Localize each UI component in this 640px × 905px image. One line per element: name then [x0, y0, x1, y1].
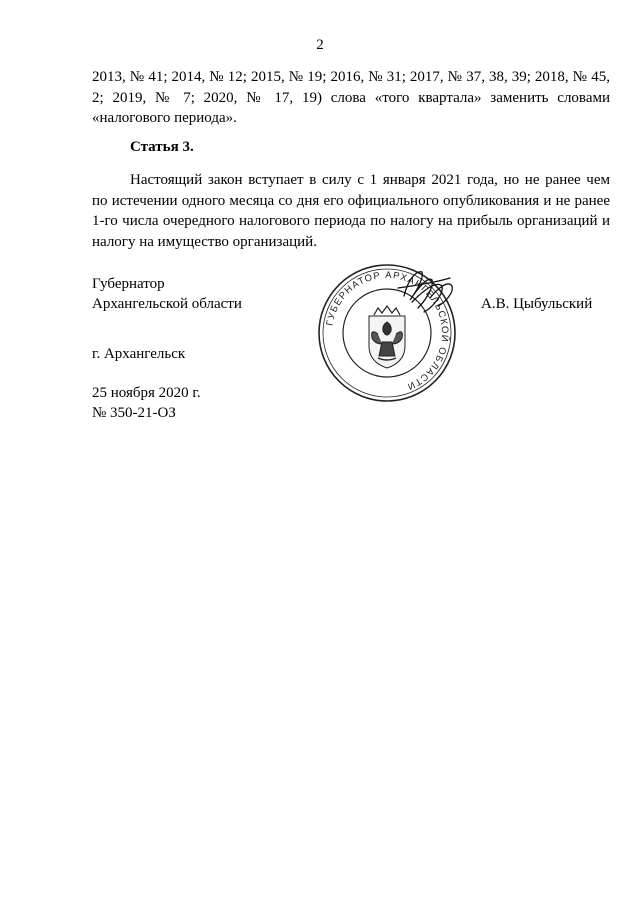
coat-of-arms-icon — [369, 306, 405, 368]
paragraph-amendment-continuation — [92, 67, 610, 129]
article-heading: Статья 3. — [130, 139, 194, 155]
signatory-title: Губернатор — [92, 276, 165, 292]
text-line: по истечении одного месяца со дня его официального опубликования и не ранее — [92, 192, 610, 209]
text-line: 2; 2019, № 7; 2020, № 17, 19) слова «того квартала» заменить словами — [92, 89, 610, 106]
seal-lettering: ГУБЕРНАТОР АРХАНГЕЛЬСКОЙ ОБЛАСТИ — [324, 269, 451, 393]
text-line: налогу на имущество организаций. — [92, 233, 317, 250]
text-line: 2013, № 41; 2014, № 12; 2015, № 19; 2016, № 31; 2017, № 37, 38, 39; 2018, № 45, — [92, 69, 610, 85]
signatory-name: А.В. Цыбульский — [481, 296, 593, 312]
law-number: № 350-21-ОЗ — [92, 405, 176, 421]
page-number: 2 — [316, 37, 324, 53]
official-seal — [312, 258, 462, 408]
signing-date: 25 ноября 2020 г. — [92, 385, 201, 401]
text-line: Настоящий закон вступает в силу с 1 января 2021 года, но не ранее чем — [130, 172, 610, 188]
text-line: 1-го числа очередного налогового периода по налогу на прибыль организаций и — [92, 213, 610, 229]
signatory-region: Архангельской области — [92, 296, 242, 312]
paragraph-effective-date — [92, 170, 610, 252]
city: г. Архангельск — [92, 346, 186, 362]
text-line: «налогового периода». — [92, 110, 237, 126]
